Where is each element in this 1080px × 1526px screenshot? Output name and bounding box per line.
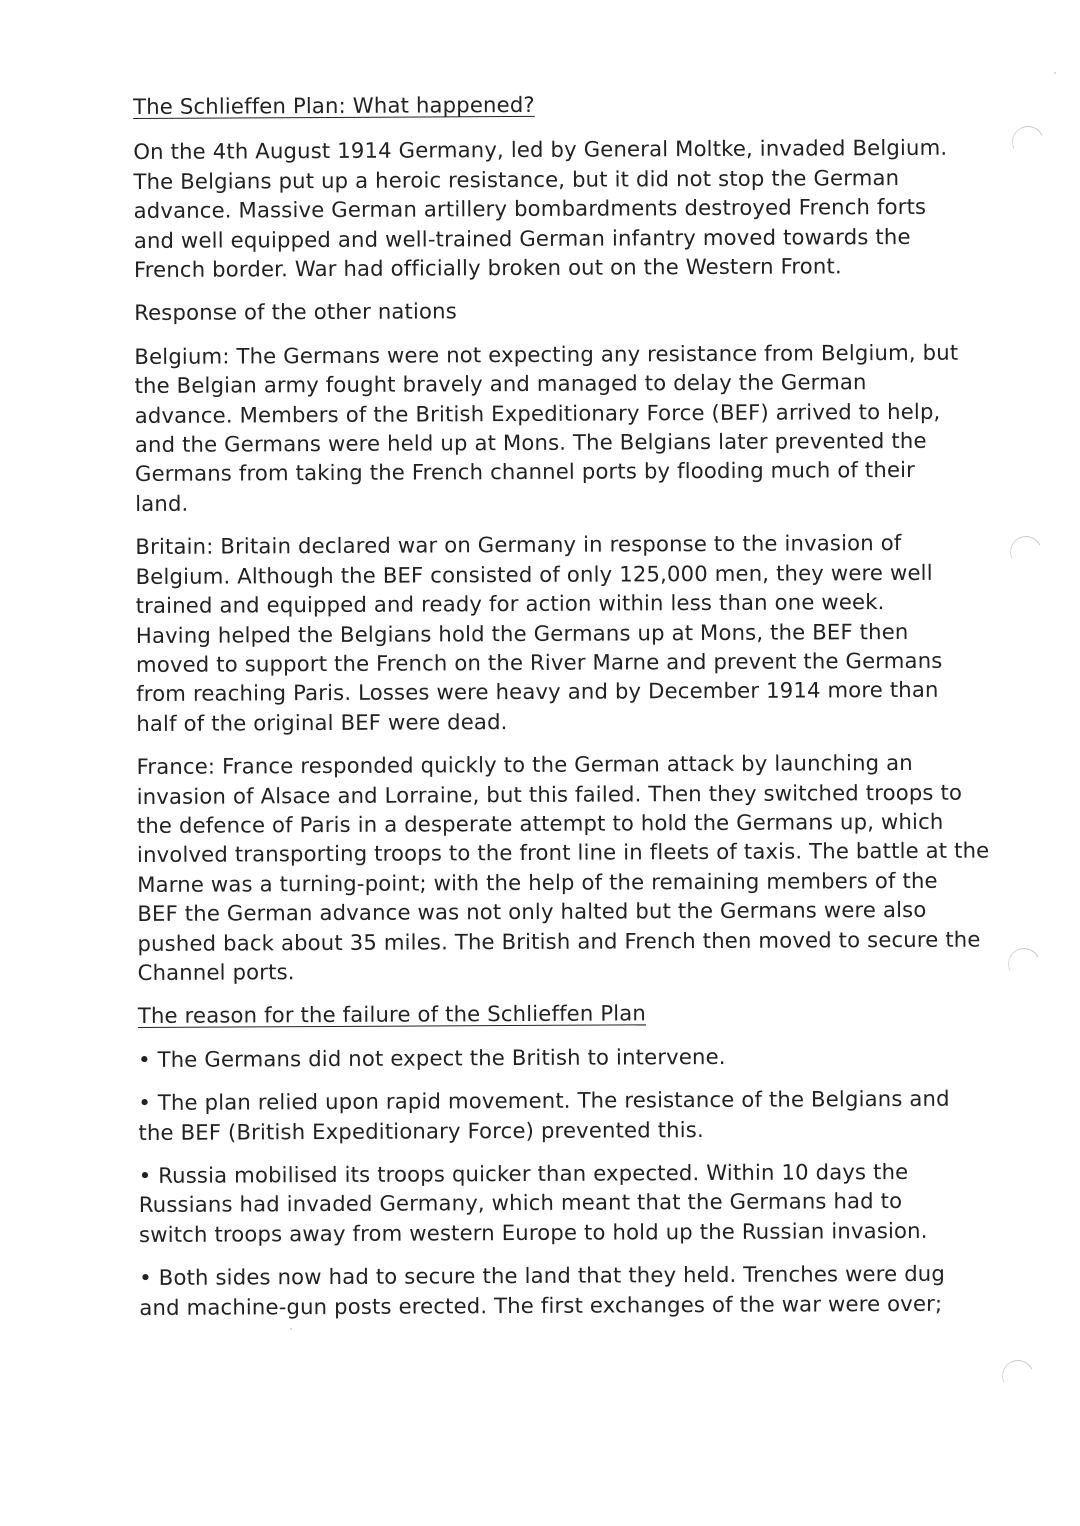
list-item xyxy=(139,1157,969,1250)
text-line: Channel ports. xyxy=(137,959,295,985)
punch-hole-mark xyxy=(1005,531,1046,572)
text-line: On the 4th August 1914 Germany, led by General Moltke, invaded Belgium. xyxy=(133,135,948,165)
paper-speck xyxy=(1054,72,1056,74)
text-line: the BEF (British Expeditionary Force) prevented this. xyxy=(138,1116,704,1145)
text-line: advance. Massive German artillery bombardments destroyed French forts xyxy=(133,194,927,224)
text-line: French border. War had officially broken out on the Western Front. xyxy=(133,253,842,283)
text-line: • Russia mobilised its troops quicker than expected. Within 10 days the xyxy=(138,1158,909,1188)
text-line: the Belgian army fought bravely and managed to delay the German xyxy=(134,369,867,399)
punch-hole-mark xyxy=(997,1355,1038,1396)
text-line: Britain: Britain declared war on Germany in response to the invasion of xyxy=(135,530,902,560)
text-line: • The Germans did not expect the British to intervene. xyxy=(137,1043,726,1072)
text-line: moved to support the French on the River Marne and prevent the Germans xyxy=(135,647,943,677)
failure-bullet-list xyxy=(138,1040,969,1322)
text-line: Belgium. Although the BEF consisted of only 125,000 men, they were well xyxy=(135,559,933,589)
belgium-paragraph xyxy=(134,337,965,518)
document-body xyxy=(133,88,990,1322)
intro-paragraph xyxy=(133,133,964,284)
text-line: Belgium: The Germans were not expecting any resistance from Belgium, but xyxy=(134,339,959,369)
failure-heading: The reason for the failure of the Schlieffen Plan xyxy=(137,1000,647,1029)
text-line: land. xyxy=(135,490,189,516)
punch-hole-mark xyxy=(1003,943,1044,984)
text-line: Marne was a turning-point; with the help of the remaining members of the xyxy=(137,867,938,897)
britain-paragraph xyxy=(135,528,966,738)
text-line: advance. Members of the British Expeditionary Force (BEF) arrived to help, xyxy=(134,398,941,428)
text-line: involved transporting troops to the front line in fleets of taxis. The battle at the xyxy=(136,837,990,868)
text-line: pushed back about 35 miles. The British and French then moved to secure the xyxy=(137,926,981,956)
response-heading: Response of the other nations xyxy=(134,298,457,326)
text-line: BEF the German advance was not only halted but the Germans were also xyxy=(137,897,927,927)
text-line: Russians had invaded Germany, which meant that the Germans had to xyxy=(138,1188,903,1218)
text-line: trained and equipped and ready for action within less than one week. xyxy=(135,589,885,619)
text-line: switch troops away from western Europe to hold up the Russian invasion. xyxy=(138,1217,928,1247)
list-item xyxy=(138,1040,968,1074)
text-line: and well equipped and well-trained German infantry moved towards the xyxy=(133,223,911,253)
document-title: The Schlieffen Plan: What happened? xyxy=(133,91,535,119)
text-line: France: France responded quickly to the German attack by launching an xyxy=(136,750,913,780)
text-line: The Belgians put up a heroic resistance, but it did not stop the German xyxy=(133,164,900,194)
list-item xyxy=(138,1084,968,1147)
text-line: and the Germans were held up at Mons. The Belgians later prevented the xyxy=(134,427,927,458)
france-paragraph xyxy=(136,748,990,988)
list-item xyxy=(139,1259,969,1322)
text-line: • The plan relied upon rapid movement. The resistance of the Belgians and xyxy=(138,1085,950,1116)
text-line: Germans from taking the French channel ports by flooding much of their xyxy=(134,457,916,487)
text-line: • Both sides now had to secure the land that they held. Trenches were dug xyxy=(139,1260,946,1291)
text-line: invasion of Alsace and Lorraine, but this failed. Then they switched troops to xyxy=(136,779,963,809)
paper-speck xyxy=(290,1328,292,1330)
text-line: half of the original BEF were dead. xyxy=(136,708,508,736)
text-line: Having helped the Belgians hold the Germans up at Mons, the BEF then xyxy=(135,618,909,648)
text-line: and machine-gun posts erected. The first exchanges of the war were over; xyxy=(139,1290,943,1320)
text-line: the defence of Paris in a desperate attempt to hold the Germans up, which xyxy=(136,808,944,838)
text-line: from reaching Paris. Losses were heavy and by December 1914 more than xyxy=(136,677,939,707)
punch-hole-mark xyxy=(1007,121,1048,162)
